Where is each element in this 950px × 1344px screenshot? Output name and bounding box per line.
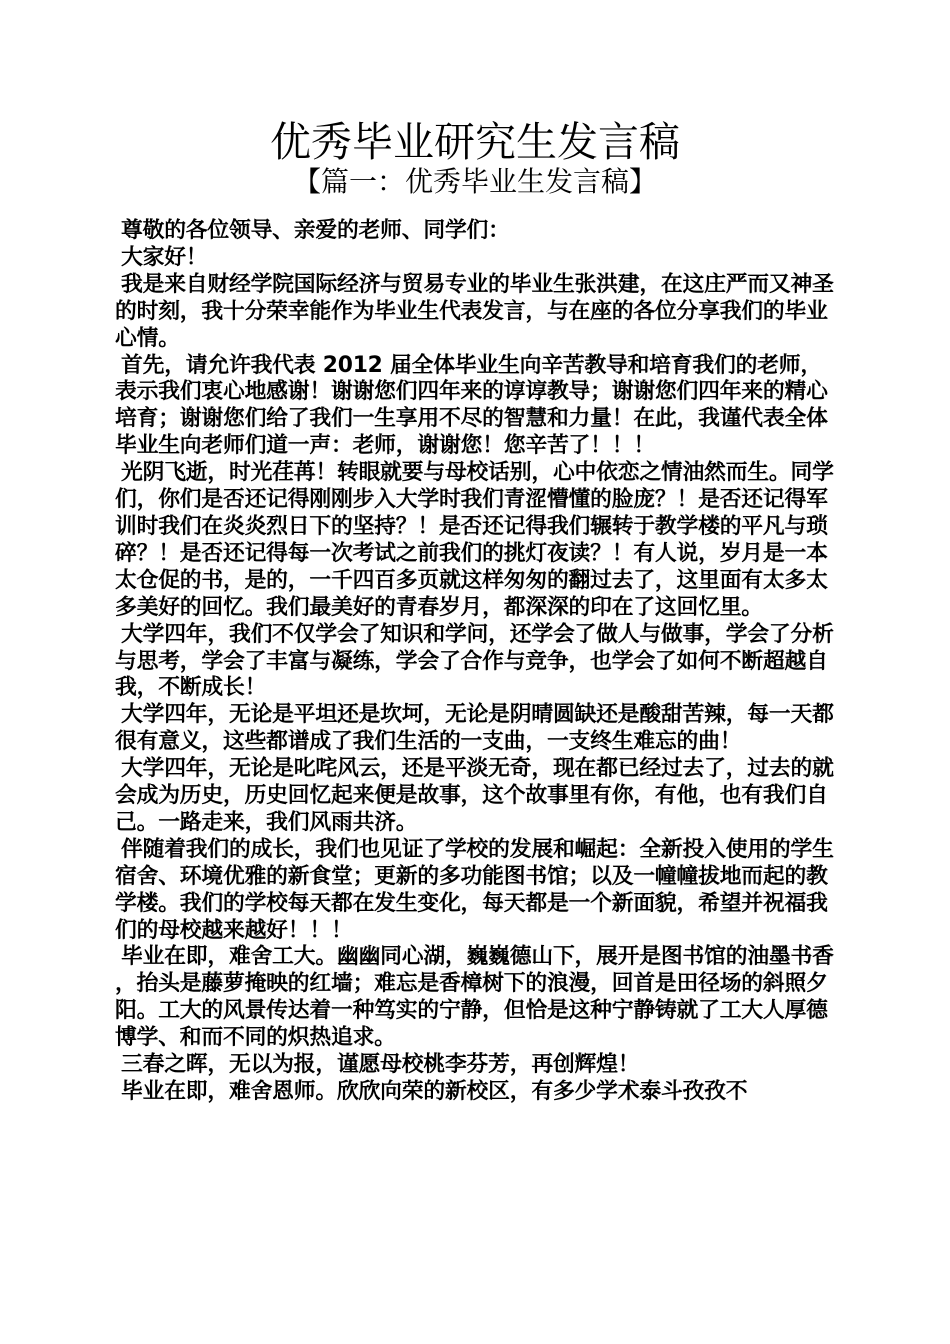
paragraph-campus: 毕业在即，难舍工大。幽幽同心湖，巍巍德山下，展开是图书馆的油墨书香，抬头是藤萝掩映的红墙；难忘是香樟树下的浪漫，回首是田径场的斜照夕阳。工大的风景传达着一种笃实的宁静，但恰是这种宁静铸就了工大人厚德博学、和而不同的炽热追求。 [115,944,834,1051]
paragraph-meaning: 大学四年，无论是平坦还是坎坷，无论是阴晴圆缺还是酸甜苦辣，每一天都很有意义，这些都谱成了我们生活的一支曲，一支终生难忘的曲！ [115,702,834,755]
paragraph-introduction: 我是来自财经学院国际经济与贸易专业的毕业生张洪建，在这庄严而又神圣的时刻，我十分荣幸能作为毕业生代表发言，与在座的各位分享我们的毕业心情。 [115,271,834,351]
paragraph-school-growth: 伴随着我们的成长，我们也见证了学校的发展和崛起：全新投入使用的学生宿舍、环境优雅的新食堂；更新的多功能图书馆；以及一幢幢拔地而起的教学楼。我们的学校每天都在发生变化，每天都是一个新面貌，希望并祝福我们的母校越来越好！！！ [115,836,834,943]
paragraph-greeting: 尊敬的各位领导、亲爱的老师、同学们： [121,218,510,243]
paragraph-memories: 光阴飞逝，时光荏苒！转眼就要与母校话别，心中依恋之情油然而生。同学们，你们是否还记得刚刚步入大学时我们青涩懵懂的脸庞？！是否还记得军训时我们在炎炎烈日下的坚持？！是否还记得我们辗转于教学楼的平凡与琐碎？！是否还记得每一次考试之前我们的挑灯夜读？！有人说，岁月是一本太仓促的书，是的，一千四百多页就这样匆匆的翻过去了，这里面有太多太多美好的回忆。我们最美好的青春岁月，都深深的印在了这回忆里。 [115,460,834,620]
document-subtitle: 【篇一：优秀毕业生发言稿】 [292,165,657,198]
paragraph-teachers: 毕业在即，难舍恩师。欣欣向荣的新校区，有多少学术泰斗孜孜不 [121,1079,748,1104]
paragraph-wishes: 三春之晖，无以为报，谨愿母校桃李芬芳，再创辉煌！ [121,1052,640,1078]
paragraph-thanks: 首先，请允许我代表 2012 届全体毕业生向辛苦教导和培育我们的老师，表示我们衷心地感谢！谢谢您们四年来的谆谆教导；谢谢您们四年来的精心培育；谢谢您们给了我们一生享用不尽的智慧和力量！在此，我谨代表全体毕业生向老师们道一声：老师，谢谢您！您辛苦了！！！ [115,352,828,459]
paragraph-learning: 大学四年，我们不仅学会了知识和学问，还学会了做人与做事，学会了分析与思考，学会了丰富与凝练，学会了合作与竞争，也学会了如何不断超越自我，不断成长！ [115,621,834,701]
document-body [115,218,840,1106]
document-title: 优秀毕业研究生发言稿 [270,118,680,166]
paragraph-history: 大学四年，无论是叱咤风云，还是平淡无奇，现在都已经过去了，过去的就会成为历史，历史回忆起来便是故事，这个故事里有你，有他，也有我们自己。一路走来，我们风雨共济。 [115,756,834,835]
paragraph-hello: 大家好！ [121,244,208,270]
